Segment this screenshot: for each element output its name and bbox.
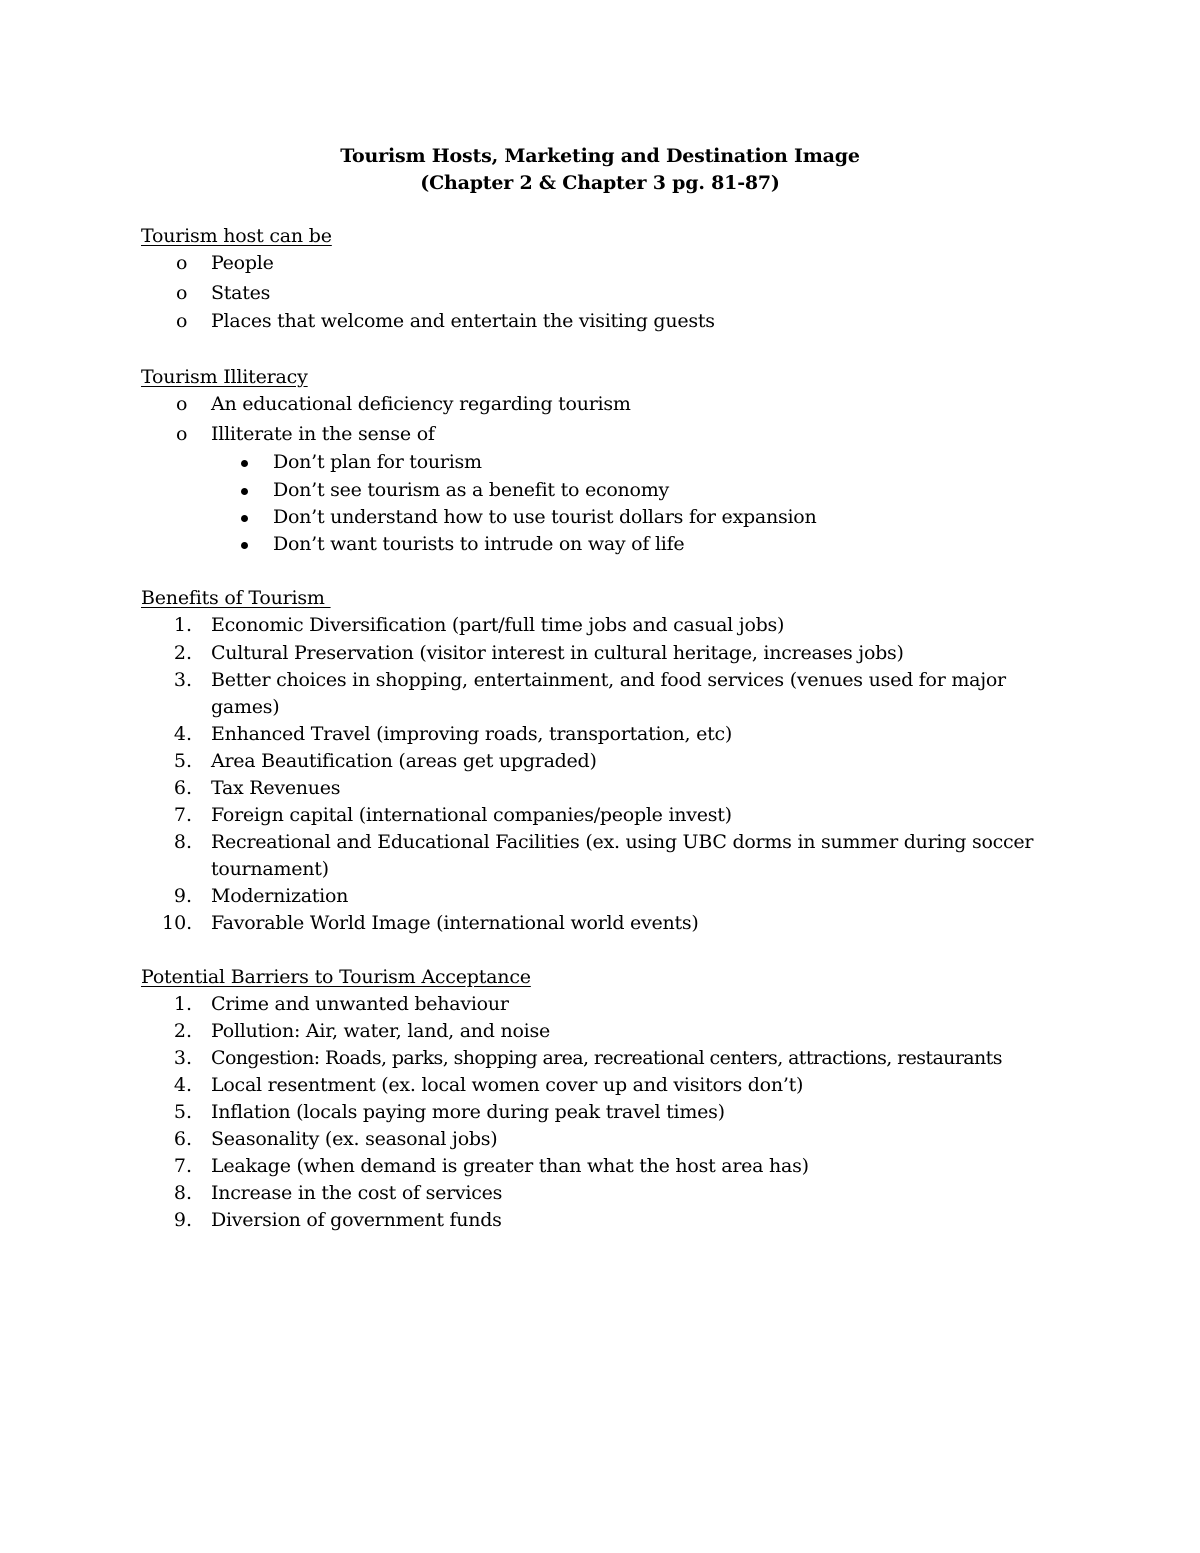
document-title: Tourism Hosts, Marketing and Destination Image xyxy=(340,145,860,167)
sub-list-item: Don’t understand how to use tourist dollars for expansion xyxy=(273,506,817,528)
list-number: 2. xyxy=(173,1020,192,1042)
list-item-continuation: tournament) xyxy=(211,858,329,880)
list-item: An educational deficiency regarding tourism xyxy=(211,393,631,415)
list-item: Seasonality (ex. seasonal jobs) xyxy=(211,1128,498,1150)
list-item: Favorable World Image (international world events) xyxy=(211,912,699,934)
list-item: Local resentment (ex. local women cover up and visitors don’t) xyxy=(211,1074,804,1096)
sub-list-item: Don’t see tourism as a benefit to economy xyxy=(273,479,669,501)
list-item: Increase in the cost of services xyxy=(211,1182,503,1204)
list-item: Economic Diversification (part/full time jobs and casual jobs) xyxy=(211,614,785,636)
bullet-icon xyxy=(241,460,248,467)
list-item: Better choices in shopping, entertainment, and food services (venues used for major xyxy=(211,669,1006,691)
list-number: 7. xyxy=(173,1155,192,1177)
list-number: 2. xyxy=(173,642,192,664)
list-item: Area Beautification (areas get upgraded) xyxy=(211,750,597,772)
list-item: Congestion: Roads, parks, shopping area, recreational centers, attractions, restaurants xyxy=(211,1047,1002,1069)
section-heading-illiteracy: Tourism Illiteracy xyxy=(141,366,308,388)
section-heading-barriers: Potential Barriers to Tourism Acceptance xyxy=(141,966,531,988)
list-marker: o xyxy=(176,282,188,304)
list-number: 7. xyxy=(173,804,192,826)
list-item: Illiterate in the sense of xyxy=(211,423,435,445)
list-item: Tax Revenues xyxy=(211,777,341,799)
list-number: 4. xyxy=(173,723,192,745)
list-marker: o xyxy=(176,310,188,332)
list-number: 9. xyxy=(173,1209,192,1231)
bullet-icon xyxy=(241,488,248,495)
list-number: 8. xyxy=(173,1182,192,1204)
list-number: 10. xyxy=(162,912,193,934)
list-number: 6. xyxy=(173,777,192,799)
section-heading-benefits: Benefits of Tourism xyxy=(141,587,331,609)
list-number: 3. xyxy=(173,1047,192,1069)
list-number: 6. xyxy=(173,1128,192,1150)
section-heading-hosts: Tourism host can be xyxy=(141,225,332,247)
list-marker: o xyxy=(176,393,188,415)
list-item: Foreign capital (international companies/people invest) xyxy=(211,804,732,826)
list-number: 3. xyxy=(173,669,192,691)
bullet-icon xyxy=(241,542,248,549)
list-item: Crime and unwanted behaviour xyxy=(211,993,509,1015)
list-item: States xyxy=(211,282,271,304)
sub-list-item: Don’t plan for tourism xyxy=(273,451,482,473)
list-item: Cultural Preservation (visitor interest in cultural heritage, increases jobs) xyxy=(211,642,904,664)
list-item: Inflation (locals paying more during peak travel times) xyxy=(211,1101,725,1123)
list-item: Places that welcome and entertain the visiting guests xyxy=(211,310,715,332)
list-number: 5. xyxy=(173,1101,192,1123)
list-item: Recreational and Educational Facilities (ex. using UBC dorms in summer during soccer xyxy=(211,831,1034,853)
list-number: 9. xyxy=(173,885,192,907)
list-marker: o xyxy=(176,423,188,445)
list-number: 4. xyxy=(173,1074,192,1096)
list-number: 1. xyxy=(173,614,192,636)
list-number: 8. xyxy=(173,831,192,853)
list-item: Diversion of government funds xyxy=(211,1209,502,1231)
list-number: 5. xyxy=(173,750,192,772)
list-item: Leakage (when demand is greater than what the host area has) xyxy=(211,1155,809,1177)
bullet-icon xyxy=(241,515,248,522)
list-item-continuation: games) xyxy=(211,696,280,718)
list-item: Modernization xyxy=(211,885,349,907)
sub-list-item: Don’t want tourists to intrude on way of life xyxy=(273,533,685,555)
list-marker: o xyxy=(176,252,188,274)
list-item: Enhanced Travel (improving roads, transportation, etc) xyxy=(211,723,733,745)
list-item: People xyxy=(211,252,274,274)
document-subtitle: (Chapter 2 & Chapter 3 pg. 81-87) xyxy=(420,172,780,194)
list-number: 1. xyxy=(173,993,192,1015)
list-item: Pollution: Air, water, land, and noise xyxy=(211,1020,550,1042)
